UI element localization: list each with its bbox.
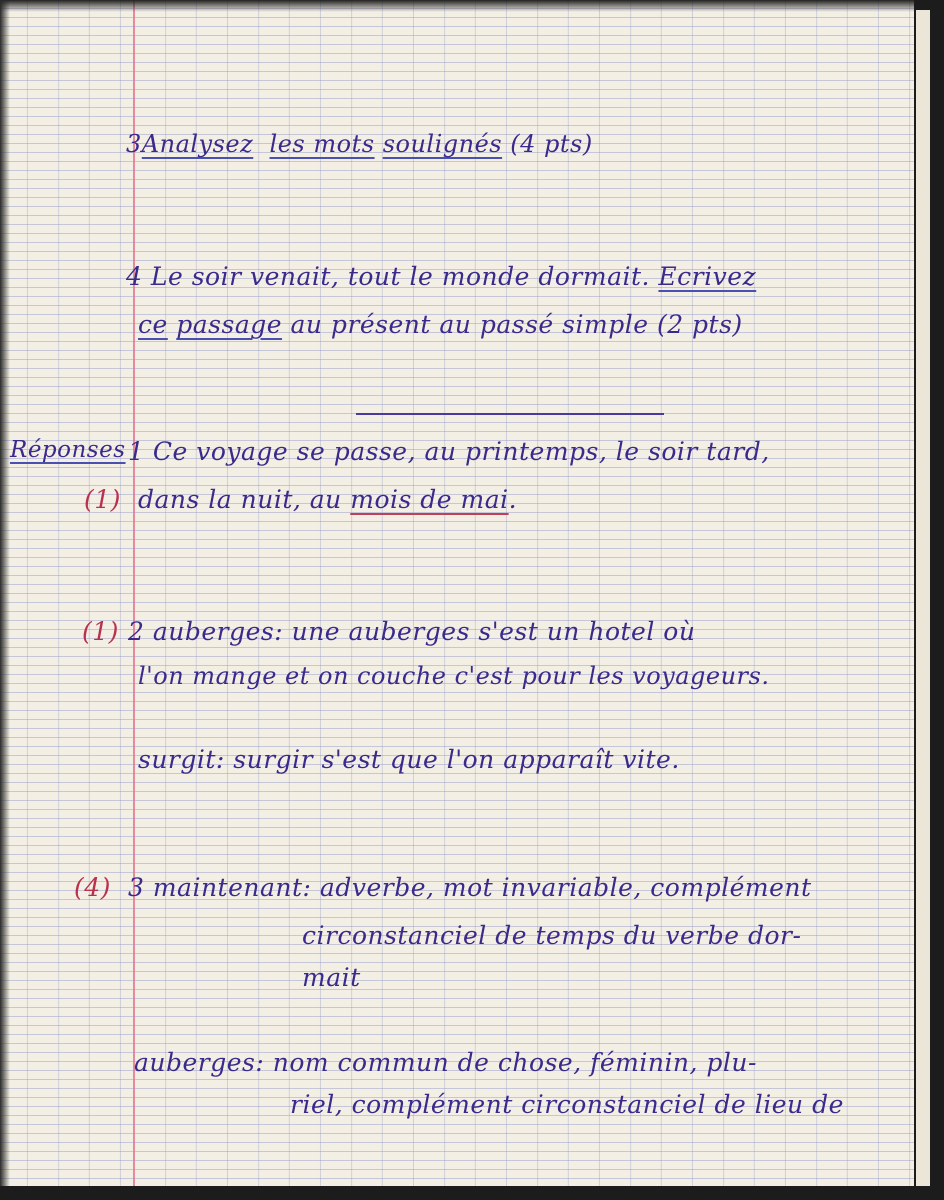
answer-1-lead: dans la nuit, au [138, 485, 342, 514]
answer-1-line-1: 1 Ce voyage se passe, au printemps, le soir tard, [128, 437, 770, 466]
question-4-line-1 [126, 262, 756, 291]
answer-3-score: (4) [74, 873, 111, 902]
answer-2-line-1: 2 auberges: une auberges s'est un hotel où [128, 617, 696, 646]
answer-2-line-3: surgit: surgir s'est que l'on apparaît vite. [138, 745, 680, 774]
question-3 [126, 130, 593, 158]
answer-1-end: . [508, 485, 518, 514]
answer-1-underlined: mois de mai [350, 485, 509, 514]
question-4-ce: ce [138, 310, 168, 339]
page-bottom-edge [0, 1186, 944, 1200]
question-4-passage: passage [176, 310, 283, 339]
answer-3-line-1: 3 maintenant: adverbe, mot invariable, complément [128, 873, 812, 902]
question-3-number: 3 [126, 130, 142, 158]
question-3-points: (4 pts) [510, 130, 593, 158]
answer-1-line-2 [138, 485, 517, 514]
question-3-word-analysez: Analysez [141, 130, 254, 158]
separator-line [356, 413, 664, 415]
answer-3-line-3: mait [302, 963, 361, 992]
answer-3-line-4: auberges: nom commun de chose, féminin, plu- [134, 1048, 757, 1077]
question-3-word-soulignes: soulignés [382, 130, 503, 158]
question-4-line-2 [138, 310, 743, 339]
question-4-ecrivez: Ecrivez [658, 262, 757, 291]
answer-2-score: (1) [82, 617, 119, 646]
answer-3-line-5: riel, complément circonstanciel de lieu de [290, 1090, 844, 1119]
page-top-shadow [0, 0, 944, 12]
question-3-word-les-mots: les mots [269, 130, 375, 158]
answer-1-score: (1) [84, 485, 121, 514]
answer-2-line-2: l'on mange et on couche c'est pour les voyageurs. [138, 662, 770, 690]
page-left-shadow [0, 0, 10, 1200]
question-4-lead: 4 Le soir venait, tout le monde dormait. [126, 262, 650, 291]
margin-line [133, 0, 135, 1200]
answers-heading: Réponses [10, 437, 126, 463]
answer-3-line-2: circonstanciel de temps du verbe dor- [302, 921, 802, 950]
next-page-sliver [916, 10, 930, 1190]
question-4-rest: au présent au passé simple (2 pts) [290, 310, 743, 339]
